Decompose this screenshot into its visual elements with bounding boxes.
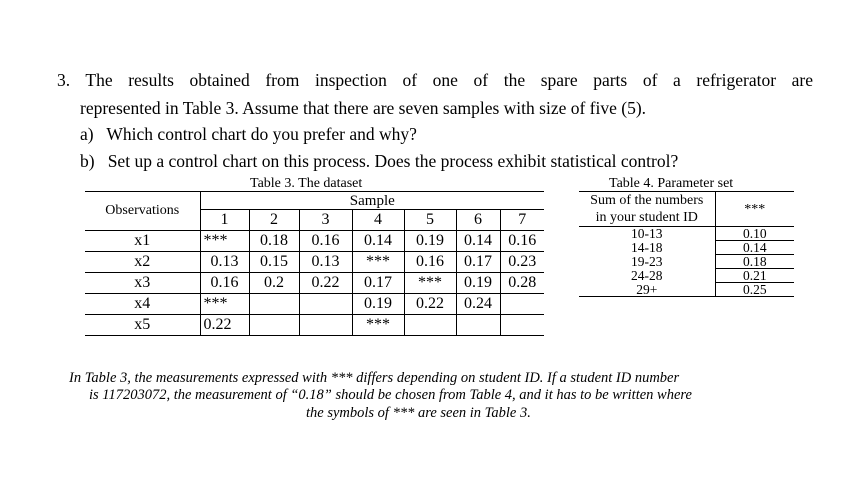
note-line-2: is 117203072, the measurement of “0.18” should be chosen from Table 4, and it has to be written where xyxy=(89,387,692,403)
note-line-3: the symbols of *** are seen in Table 3. xyxy=(306,405,531,421)
value-cell: 0.18 xyxy=(715,255,794,269)
table-cell: 0.16 xyxy=(404,252,456,273)
range-cell: 10-13 xyxy=(579,227,715,241)
sample-number: 6 xyxy=(456,210,500,231)
question-line-1: 3. The results obtained from inspection of one of the spare parts of a refrigerator are xyxy=(57,70,813,90)
sample-number: 5 xyxy=(404,210,456,231)
range-cell: 14-18 xyxy=(579,241,715,255)
question-part-b: b) Set up a control chart on this process. Does the process exhibit statistical control? xyxy=(80,151,679,171)
table-cell: 0.14 xyxy=(456,231,500,252)
table-cell: 0.19 xyxy=(456,273,500,294)
table-row xyxy=(579,227,794,241)
table-cell: 0.16 xyxy=(200,273,249,294)
value-cell: 0.21 xyxy=(715,269,794,283)
table-row xyxy=(579,255,794,269)
table-cell: *** xyxy=(404,273,456,294)
table-cell: 0.17 xyxy=(352,273,404,294)
table-cell: 0.19 xyxy=(404,231,456,252)
table-cell: *** xyxy=(200,294,249,315)
table-cell: 0.2 xyxy=(249,273,299,294)
table-row xyxy=(85,273,544,294)
observation-label: x2 xyxy=(85,252,200,273)
question-line-2: represented in Table 3. Assume that there are seven samples with size of five (5). xyxy=(80,98,647,118)
table-cell: *** xyxy=(352,315,404,336)
table-cell: 0.22 xyxy=(299,273,352,294)
table-cell: 0.13 xyxy=(299,252,352,273)
table-cell: 0.15 xyxy=(249,252,299,273)
value-cell: 0.25 xyxy=(715,283,794,297)
table-cell xyxy=(299,315,352,336)
sample-number: 4 xyxy=(352,210,404,231)
table-cell: 0.22 xyxy=(200,315,249,336)
table-cell: 0.24 xyxy=(456,294,500,315)
value-cell: 0.14 xyxy=(715,241,794,255)
table-cell: *** xyxy=(352,252,404,273)
table-row xyxy=(579,241,794,255)
sample-header: Sample xyxy=(200,192,544,210)
table-cell: 0.13 xyxy=(200,252,249,273)
table-cell: 0.22 xyxy=(404,294,456,315)
table-row xyxy=(579,283,794,297)
observation-label: x3 xyxy=(85,273,200,294)
table-cell xyxy=(249,294,299,315)
observations-header: Observations xyxy=(85,192,200,231)
range-cell: 29+ xyxy=(579,283,715,297)
table-cell: 0.23 xyxy=(500,252,544,273)
table4-header-line1: Sum of the numbers xyxy=(590,193,704,208)
table-cell: 0.17 xyxy=(456,252,500,273)
table-cell xyxy=(456,315,500,336)
sample-number: 1 xyxy=(200,210,249,231)
table-cell xyxy=(500,294,544,315)
observation-label: x4 xyxy=(85,294,200,315)
table-cell: 0.28 xyxy=(500,273,544,294)
observation-label: x5 xyxy=(85,315,200,336)
table-cell: 0.18 xyxy=(249,231,299,252)
table-cell: 0.16 xyxy=(299,231,352,252)
table3-caption: Table 3. The dataset xyxy=(250,176,363,191)
sample-number: 3 xyxy=(299,210,352,231)
table-cell: 0.19 xyxy=(352,294,404,315)
question-part-a: a) Which control chart do you prefer and why? xyxy=(80,124,417,144)
table4-parameter-set xyxy=(579,191,794,297)
range-cell: 19-23 xyxy=(579,255,715,269)
table-row xyxy=(85,294,544,315)
table4-caption: Table 4. Parameter set xyxy=(609,176,734,191)
sample-number: 2 xyxy=(249,210,299,231)
table-row xyxy=(579,269,794,283)
table-cell xyxy=(500,315,544,336)
table-cell: 0.14 xyxy=(352,231,404,252)
table-cell: *** xyxy=(200,231,249,252)
range-cell: 24-28 xyxy=(579,269,715,283)
table-row xyxy=(85,315,544,336)
table-cell xyxy=(404,315,456,336)
table4-header-line2: in your student ID xyxy=(595,210,698,225)
table3-dataset xyxy=(85,191,544,336)
table4-header-value: *** xyxy=(715,192,794,227)
note-line-1: In Table 3, the measurements expressed with *** differs depending on student ID. If a student ID number xyxy=(69,370,680,386)
table-row xyxy=(85,252,544,273)
table-cell xyxy=(249,315,299,336)
sample-number: 7 xyxy=(500,210,544,231)
table-cell: 0.16 xyxy=(500,231,544,252)
table4-header xyxy=(579,192,715,227)
observation-label: x1 xyxy=(85,231,200,252)
value-cell: 0.10 xyxy=(715,227,794,241)
table-row xyxy=(85,231,544,252)
table-cell xyxy=(299,294,352,315)
